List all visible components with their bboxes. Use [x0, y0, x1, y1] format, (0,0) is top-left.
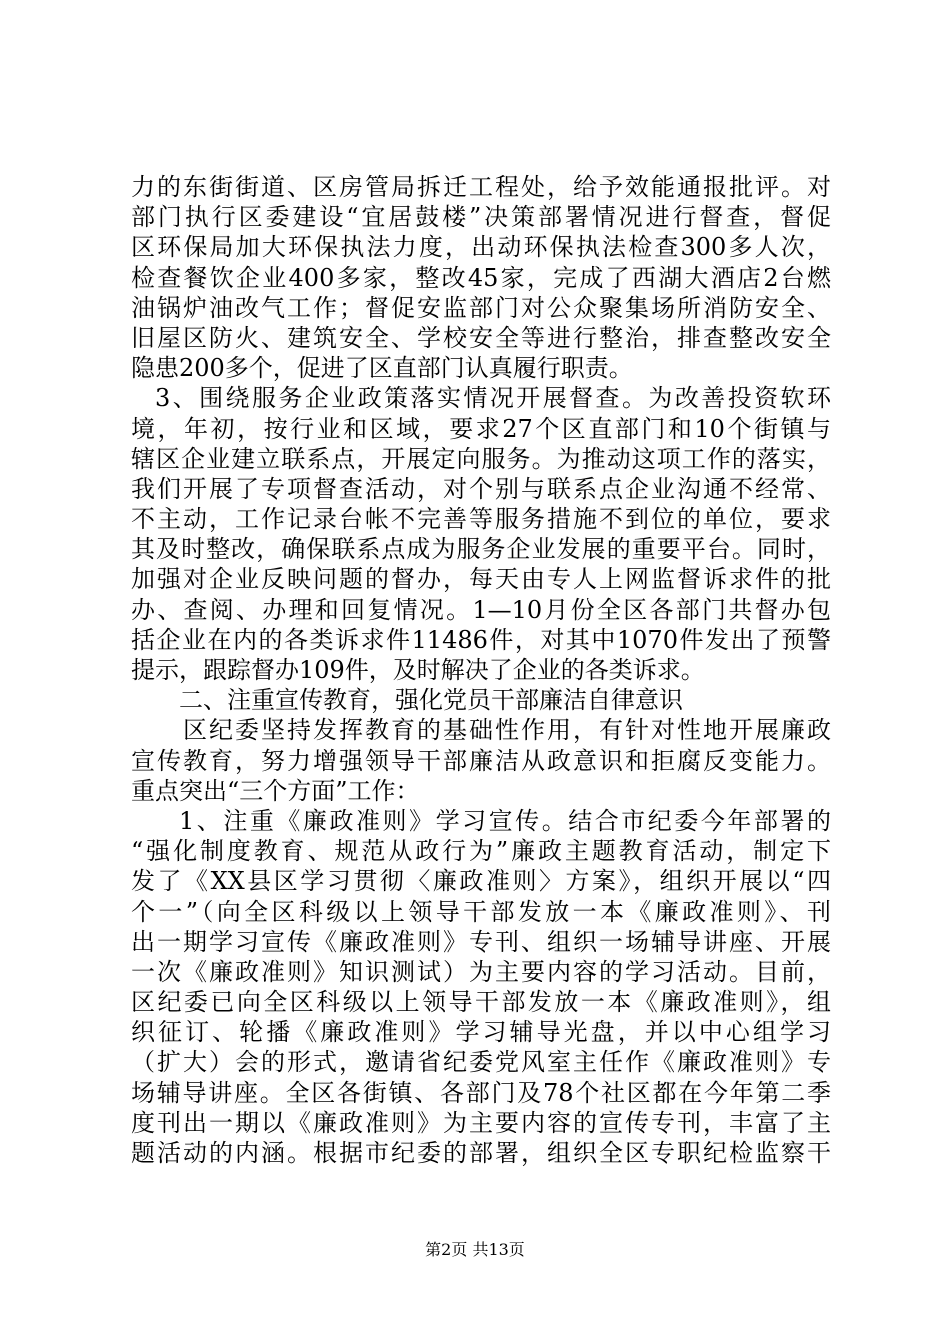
text-line: 二、注重宣传教育，强化党员干部廉洁自律意识: [179, 686, 683, 715]
text-line: 不主动，工作记录台帐不完善等服务措施不到位的单位，要求: [131, 505, 831, 534]
text-line: 个一”（向全区科级以上领导干部发放一本《廉政准则》、刊: [131, 897, 831, 926]
page-footer: 第2页 共13页: [425, 1240, 525, 1259]
text-line: 发了《XX县区学习贯彻〈廉政准则〉方案》，组织开展以“四: [131, 867, 831, 896]
text-line: 织征订、轮播《廉政准则》学习辅导光盘，并以中心组学习: [131, 1018, 831, 1047]
document-body: [131, 172, 831, 1168]
text-line: 检查餐饮企业400多家，整改45家，完成了西湖大酒店2台燃: [131, 263, 831, 292]
text-line: 3、围绕服务企业政策落实情况开展督查。为改善投资软环: [155, 384, 831, 413]
text-line: 部门执行区委建设“宜居鼓楼”决策部署情况进行督查，督促: [131, 203, 831, 232]
text-line: 区纪委坚持发挥教育的基础性作用，有针对性地开展廉政: [183, 716, 831, 745]
text-line: “强化制度教育、规范从政行为”廉政主题教育活动，制定下: [131, 837, 831, 866]
text-line: 提示，跟踪督办109件，及时解决了企业的各类诉求。: [131, 656, 705, 684]
text-line: 一次《廉政准则》知识测试）为主要内容的学习活动。目前，: [131, 957, 831, 986]
text-line: 油锅炉油改气工作；督促安监部门对公众聚集场所消防安全、: [131, 293, 831, 322]
text-line: 区环保局加大环保执法力度，出动环保执法检查300多人次，: [131, 233, 831, 262]
text-line: 隐患200多个，促进了区直部门认真履行职责。: [131, 354, 633, 383]
text-line: 力的东街街道、区房管局拆迁工程处，给予效能通报批评。对: [131, 173, 831, 201]
text-line: 加强对企业反映问题的督办，每天由专人上网监督诉求件的批: [131, 565, 831, 594]
text-line: 度刊出一期以《廉政准则》为主要内容的宣传专刊，丰富了主: [131, 1108, 831, 1137]
text-line: 我们开展了专项督查活动，对个别与联系点企业沟通不经常、: [131, 474, 831, 503]
text-line: 辖区企业建立联系点，开展定向服务。为推动这项工作的落实，: [131, 444, 831, 473]
text-line: 括企业在内的各类诉求件11486件，对其中1070件发出了预警: [131, 625, 831, 654]
text-line: （扩大）会的形式，邀请省纪委党风室主任作《廉政准则》专: [131, 1048, 831, 1077]
text-line: 区纪委已向全区科级以上领导干部发放一本《廉政准则》，组: [131, 988, 831, 1017]
text-line: 场辅导讲座。全区各街镇、各部门及78个社区都在今年第二季: [131, 1078, 831, 1107]
text-line: 重点突出“三个方面”工作：: [131, 776, 420, 805]
text-line: 1、注重《廉政准则》学习宣传。结合市纪委今年部署的: [179, 806, 831, 835]
text-line: 出一期学习宣传《廉政准则》专刊、组织一场辅导讲座、开展: [131, 927, 831, 956]
text-line: 其及时整改，确保联系点成为服务企业发展的重要平台。同时，: [131, 535, 831, 564]
text-line: 旧屋区防火、建筑安全、学校安全等进行整治，排查整改安全: [131, 323, 831, 352]
text-line: 宣传教育，努力增强领导干部廉洁从政意识和拒腐反变能力。: [131, 746, 831, 775]
text-line: 办、查阅、办理和回复情况。1—10月份全区各部门共督办包: [131, 595, 831, 624]
text-line: 题活动的内涵。根据市纪委的部署，组织全区专职纪检监察干: [131, 1139, 831, 1167]
text-line: 境，年初，按行业和区域，要求27个区直部门和10个街镇与: [131, 414, 831, 443]
